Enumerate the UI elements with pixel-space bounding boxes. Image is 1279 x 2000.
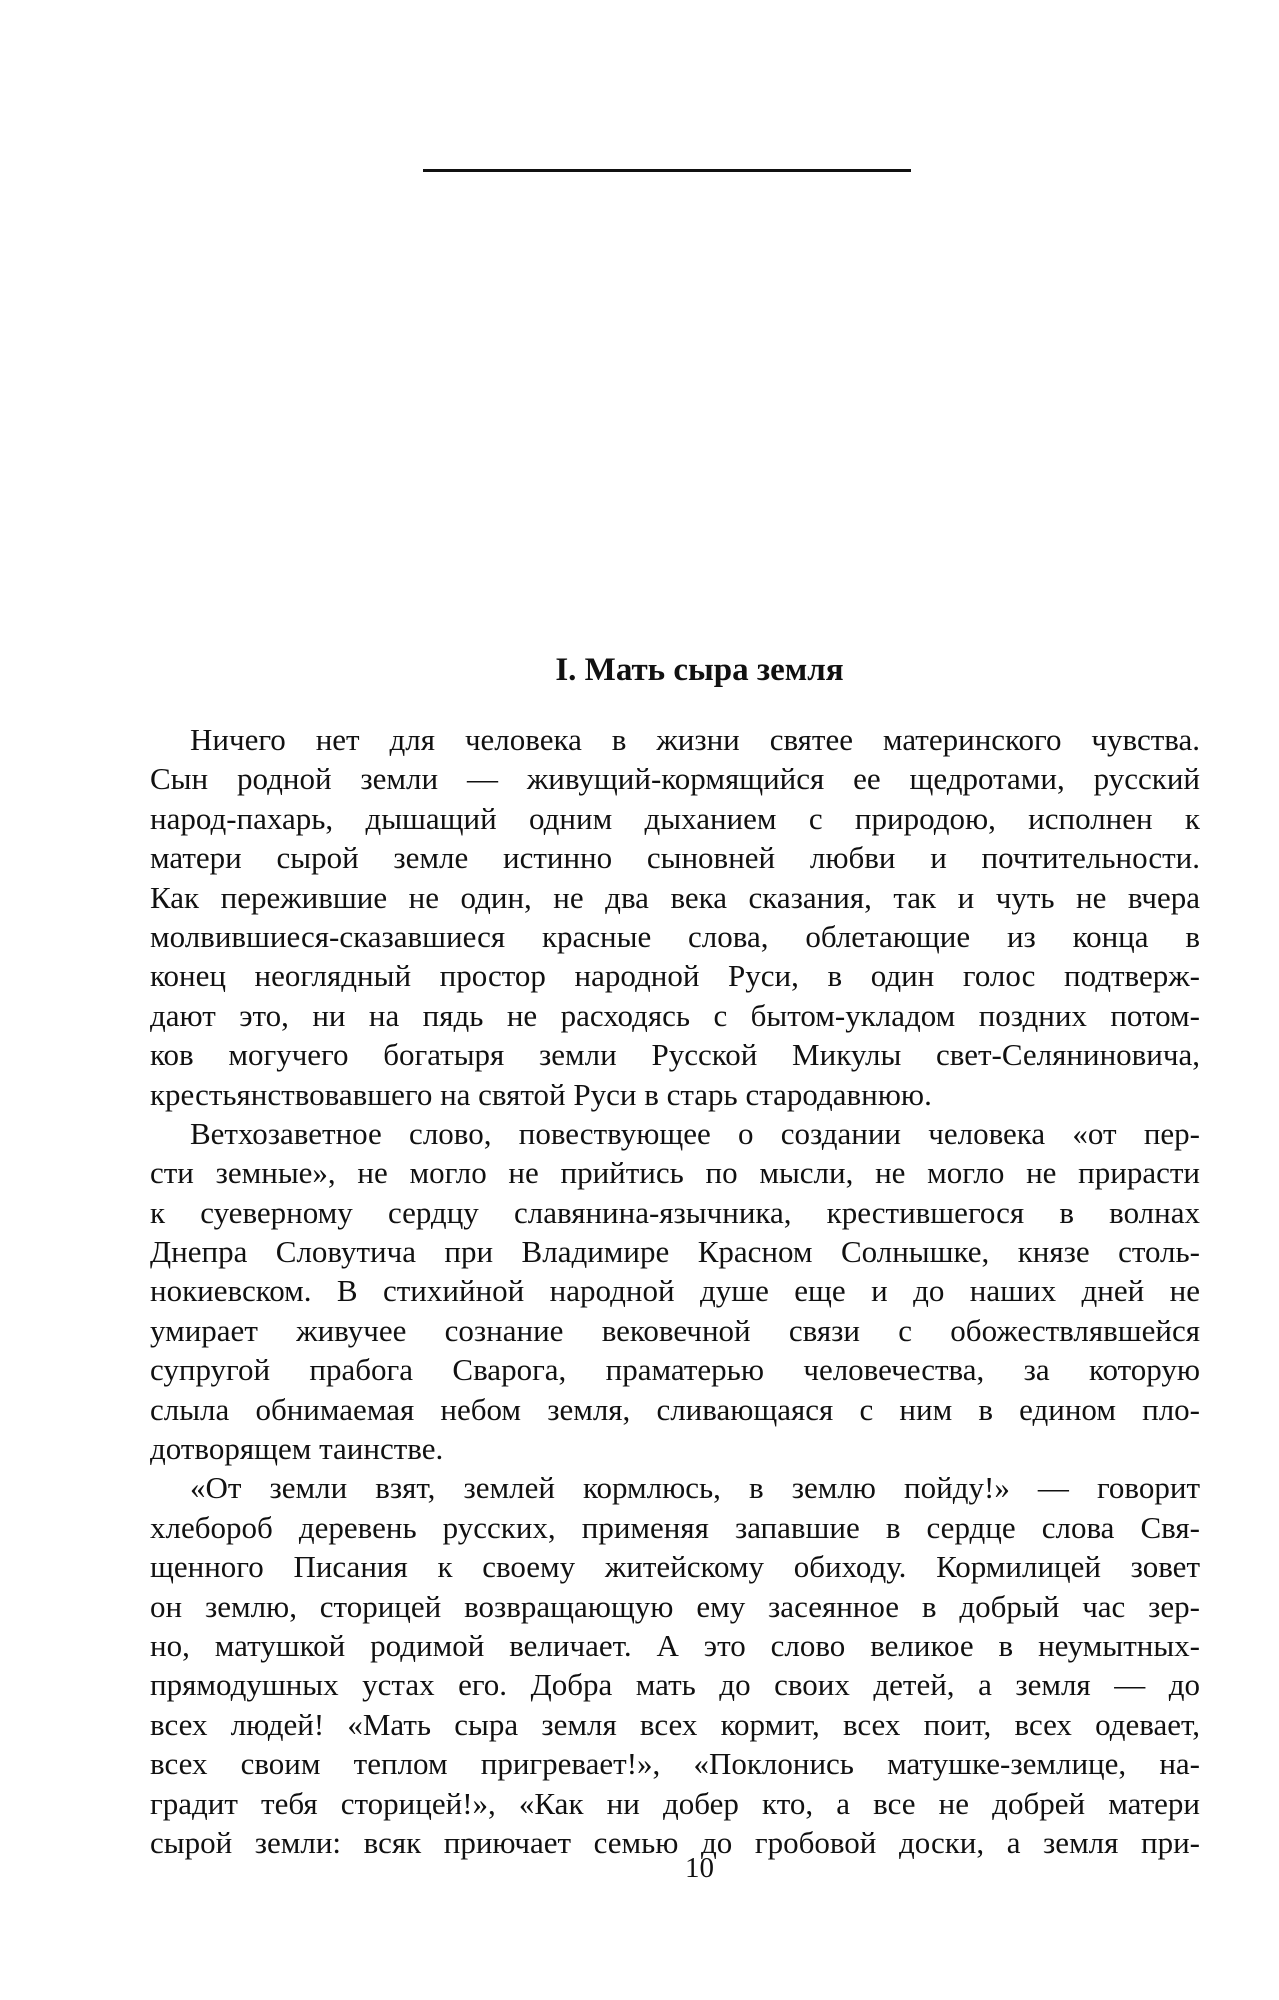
text-line: прямодушных устах его. Добра мать до своих детей, а земля — до bbox=[150, 1667, 1200, 1703]
text-line: сти земные», не могло не прийтись по мысли, не могло не прирасти bbox=[150, 1155, 1200, 1191]
text-line: нокиевском. В стихийной народной душе еще и до наших дней не bbox=[150, 1273, 1200, 1309]
chapter-title: I. Мать сыра земля bbox=[555, 652, 844, 688]
text-line: но, матушкой родимой величает. А это слово великое в неумытных- bbox=[150, 1627, 1200, 1663]
text-line: Как пережившие не один, не два века сказания, так и чуть не вчера bbox=[150, 879, 1200, 915]
top-rule bbox=[423, 169, 911, 172]
text-line: щенного Писания к своему житейскому обиходу. Кормилицей зовет bbox=[150, 1549, 1200, 1585]
text-line: Днепра Словутича при Владимире Красном Солнышке, князе столь- bbox=[150, 1234, 1200, 1270]
text-line: дотворящем таинстве. bbox=[150, 1431, 444, 1467]
text-line: ков могучего богатыря земли Русской Микулы свет-Селяниновича, bbox=[150, 1037, 1200, 1073]
text-line: крестьянствовавшего на святой Руси в старь стародавнюю. bbox=[150, 1076, 932, 1112]
text-line: хлебороб деревень русских, применяя запавшие в сердце слова Свя- bbox=[150, 1509, 1200, 1545]
text-line: слыла обнимаемая небом земля, сливающаяся с ним в едином пло- bbox=[150, 1391, 1200, 1427]
text-line: «От земли взят, землей кормлюсь, в землю пойду!» — говорит bbox=[190, 1470, 1200, 1506]
text-line: супругой прабога Сварога, праматерью человечества, за которую bbox=[150, 1352, 1200, 1388]
text-line: градит тебя сторицей!», «Как ни добер кто, а все не добрей матери bbox=[150, 1785, 1200, 1821]
text-line: Сын родной земли — живущий-кормящийся ее щедротами, русский bbox=[150, 761, 1200, 797]
text-line: к суеверному сердцу славянина-язычника, крестившегося в волнах bbox=[150, 1194, 1200, 1230]
text-line: умирает живучее сознание вековечной связи с обожествлявшейся bbox=[150, 1312, 1200, 1348]
text-line: он землю, сторицей возвращающую ему засеянное в добрый час зер- bbox=[150, 1588, 1200, 1624]
text-line: Ветхозаветное слово, повествующее о создании человека «от пер- bbox=[190, 1115, 1200, 1151]
text-line: дают это, ни на пядь не расходясь с бытом-укладом поздних потом- bbox=[150, 997, 1200, 1033]
text-line: молвившиеся-сказавшиеся красные слова, облетающие из конца в bbox=[150, 918, 1200, 954]
text-line: сырой земли: всяк приючает семью до гробовой доски, а земля при- bbox=[150, 1824, 1200, 1860]
text-line: народ-пахарь, дышащий одним дыханием с природою, исполнен к bbox=[150, 800, 1200, 836]
text-line: матери сырой земле истинно сыновней любви и почтительности. bbox=[150, 840, 1200, 876]
body-text bbox=[150, 720, 1200, 1862]
text-line: всех людей! «Мать сыра земля всех кормит, всех поит, всех одевает, bbox=[150, 1706, 1200, 1742]
text-line: конец неоглядный простор народной Руси, в один голос подтверж- bbox=[150, 958, 1200, 994]
page-number: 10 bbox=[685, 1852, 714, 1884]
text-line: всех своим теплом пригревает!», «Поклонись матушке-землице, на- bbox=[150, 1746, 1200, 1782]
text-line: Ничего нет для человека в жизни святее материнского чувства. bbox=[190, 722, 1200, 757]
